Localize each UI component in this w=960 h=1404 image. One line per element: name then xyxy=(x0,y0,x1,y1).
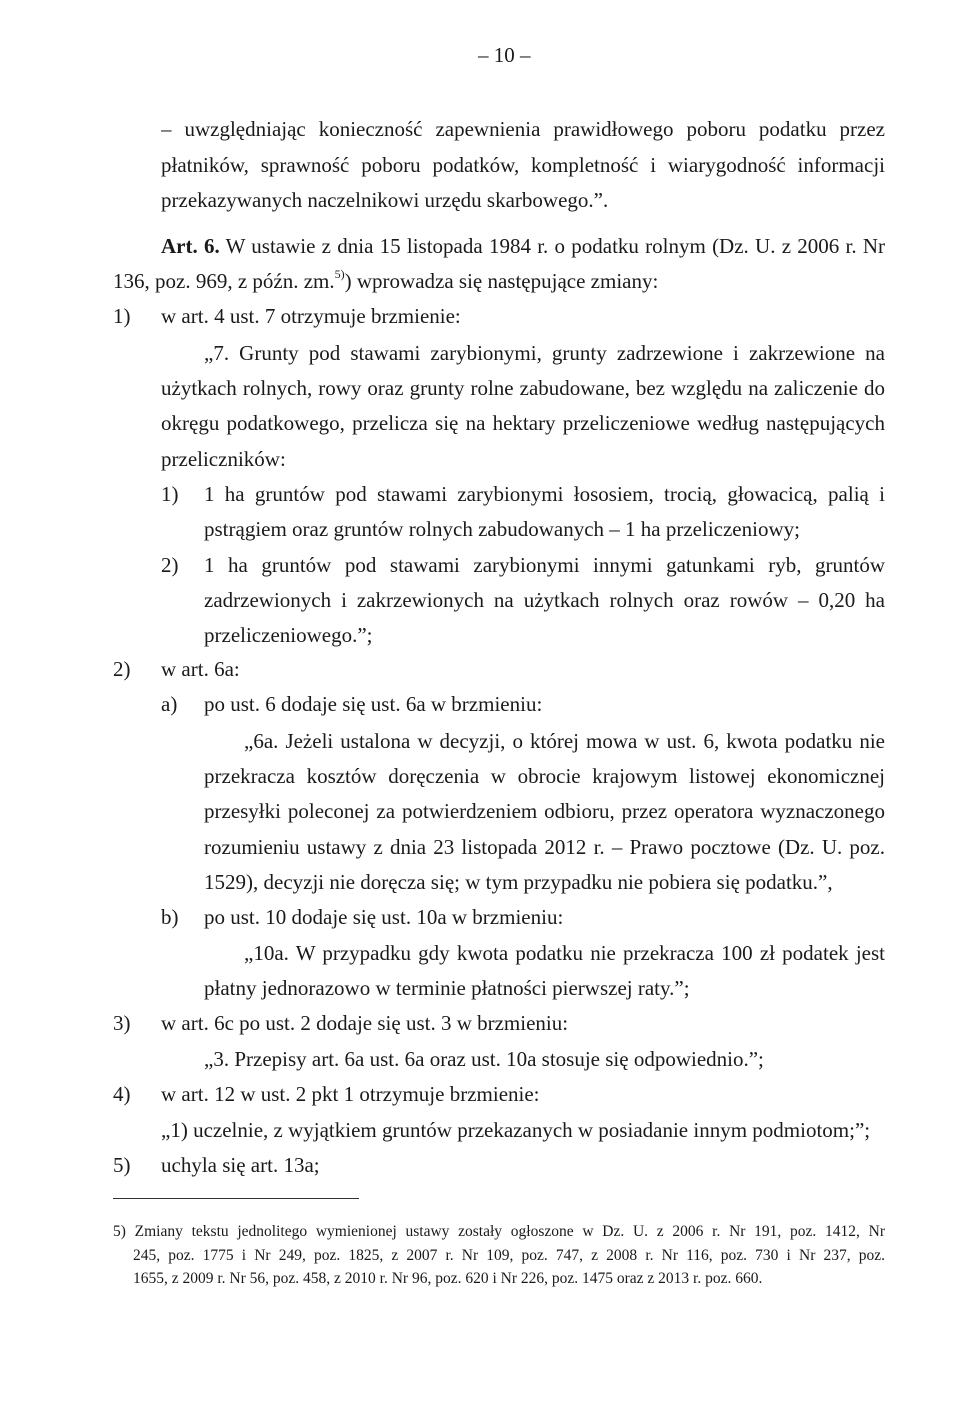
point-text: w art. 4 ust. 7 otrzymuje brzmienie: xyxy=(161,304,461,328)
point-number: 3) xyxy=(113,1011,131,1035)
quote-line: 1529), decyzji nie doręcza się; w tym przypadku nie pobiera się podatku.”, xyxy=(204,870,833,894)
subpoint-number: 2) xyxy=(161,553,179,577)
quote-line: „10a. W przypadku gdy kwota podatku nie przekracza 100 zł podatek jest xyxy=(244,941,885,965)
quote-line: „7. Grunty pod stawami zarybionymi, grunty zadrzewione i zakrzewione na xyxy=(204,341,885,365)
text-line: – uwzględniając konieczność zapewnienia prawidłowego poboru podatku przez xyxy=(161,117,885,141)
letter-label: a) xyxy=(161,692,178,716)
quote-line: płatny jednorazowo w terminie płatności pierwszej raty.”; xyxy=(204,976,690,1000)
point-number: 2) xyxy=(113,657,131,681)
quote-line: przeliczników: xyxy=(161,447,286,471)
subpoint-line: 1 ha gruntów pod stawami zarybionymi innymi gatunkami ryb, gruntów xyxy=(204,553,885,577)
text-line: przekazywanych naczelnikowi urzędu skarbowego.”. xyxy=(161,188,609,212)
subpoint-line: przeliczeniowego.”; xyxy=(204,623,373,647)
footnote-separator xyxy=(113,1198,359,1199)
footnote-line: 245, poz. 1775 i Nr 249, poz. 1825, z 2007 r. Nr 109, poz. 747, z 2008 r. Nr 116, poz. 730 i Nr 237, poz. xyxy=(133,1247,885,1264)
letter-label: b) xyxy=(161,905,179,929)
footnote-ref: 5) xyxy=(334,267,345,281)
text-line: W ustawie z dnia 15 listopada 1984 r. o podatku rolnym (Dz. U. z 2006 r. Nr xyxy=(219,234,885,258)
text-line: płatników, sprawność poboru podatków, kompletność i wiarygodność informacji xyxy=(161,153,885,177)
point-number: 1) xyxy=(113,304,131,328)
quote-line: „6a. Jeżeli ustalona w decyzji, o której mowa w ust. 6, kwota podatku nie xyxy=(244,729,885,753)
text-fragment: 136, poz. 969, z późn. zm. xyxy=(113,269,335,293)
letter-text: po ust. 10 dodaje się ust. 10a w brzmieniu: xyxy=(204,905,564,929)
letter-text: po ust. 6 dodaje się ust. 6a w brzmieniu: xyxy=(204,692,543,716)
quote-line: „3. Przepisy art. 6a ust. 6a oraz ust. 10a stosuje się odpowiednio.”; xyxy=(204,1047,764,1071)
text-line xyxy=(113,268,658,294)
subpoint-line: pstrągiem oraz gruntów rolnych zabudowanych – 1 ha przeliczeniowy; xyxy=(204,517,800,541)
subpoint-line: 1 ha gruntów pod stawami zarybionymi łososiem, trocią, głowacicą, palią i xyxy=(204,482,885,506)
point-number: 5) xyxy=(113,1153,131,1177)
point-text: w art. 6c po ust. 2 dodaje się ust. 3 w brzmieniu: xyxy=(161,1011,569,1035)
quote-line: rozumieniu ustawy z dnia 23 listopada 2012 r. – Prawo pocztowe (Dz. U. poz. xyxy=(204,835,885,859)
quote-line: przekracza kosztów doręczenia w obrocie krajowym listowej ekonomicznej xyxy=(204,764,885,788)
point-text: w art. 6a: xyxy=(161,657,240,681)
quote-line: przesyłki poleconej za potwierdzeniem odbioru, przez operatora wyznaczonego xyxy=(204,799,885,823)
footnote-line: 5) Zmiany tekstu jednolitego wymienionej ustawy zostały ogłoszone w Dz. U. z 2006 r. Nr 191, poz. 1412, Nr xyxy=(113,1223,885,1240)
quote-line: użytkach rolnych, rowy oraz grunty rolne zabudowane, bez względu na zaliczenie do xyxy=(161,376,885,400)
quote-line: okręgu podatkowego, przelicza się na hektary przeliczeniowe według następujących xyxy=(161,411,885,435)
subpoint-line: zadrzewionych i zakrzewionych na użytkach rolnych oraz rowów – 0,20 ha xyxy=(204,588,885,612)
quote-line: „1) uczelnie, z wyjątkiem gruntów przekazanych w posiadanie innym podmiotom;”; xyxy=(161,1118,871,1142)
text-fragment: ) wprowadza się następujące zmiany: xyxy=(344,269,659,293)
subpoint-number: 1) xyxy=(161,482,179,506)
point-text: uchyla się art. 13a; xyxy=(161,1153,320,1177)
point-number: 4) xyxy=(113,1082,131,1106)
article-heading-line xyxy=(161,233,885,259)
page-number: – 10 – xyxy=(478,43,531,67)
article-label: Art. 6. xyxy=(161,234,220,258)
footnote-line: 1655, z 2009 r. Nr 56, poz. 458, z 2010 r. Nr 96, poz. 620 i Nr 226, poz. 1475 oraz z 2013 r. poz. 660. xyxy=(133,1270,763,1287)
point-text: w art. 12 w ust. 2 pkt 1 otrzymuje brzmienie: xyxy=(161,1082,540,1106)
